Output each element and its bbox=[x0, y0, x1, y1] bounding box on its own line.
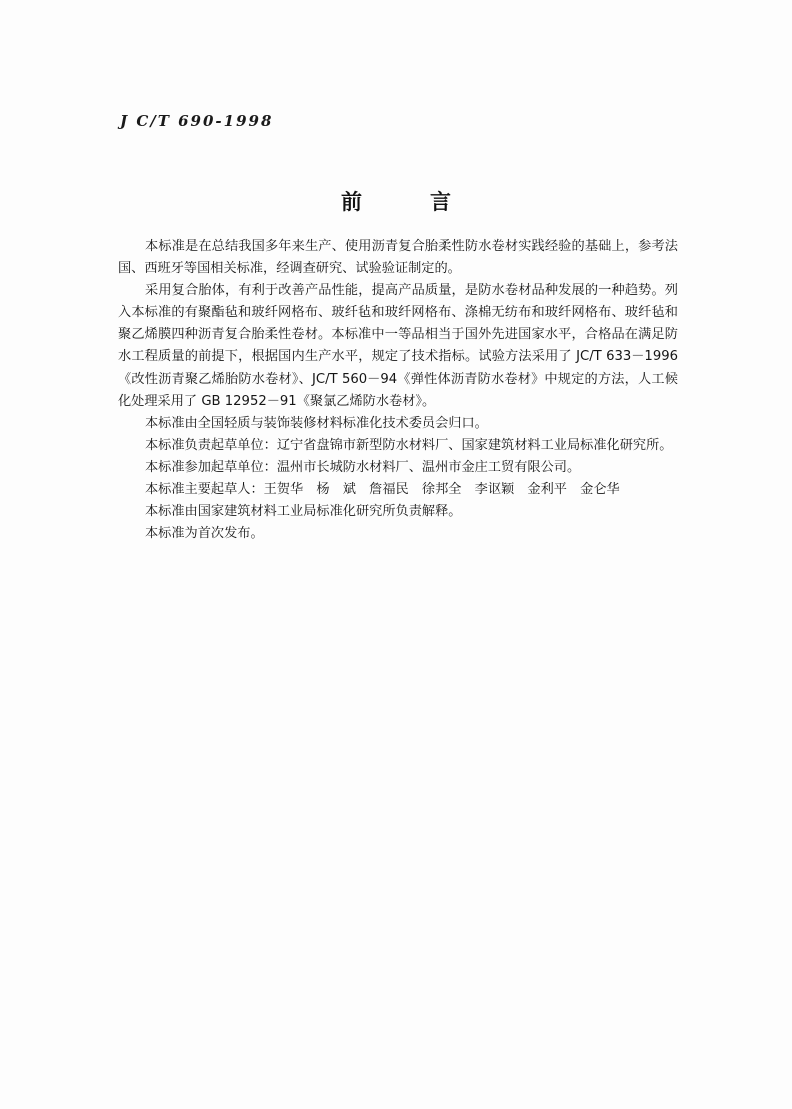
paragraph-first-release: 本标准为首次发布。 bbox=[145, 526, 264, 542]
foreword-body bbox=[118, 236, 678, 545]
standard-code: J C/T 690-1998 bbox=[120, 112, 274, 130]
page-title: 前言 bbox=[341, 190, 519, 214]
paragraph-scope: 采用复合胎体，有利于改善产品性能，提高产品质量，是防水卷材品种发展的一种趋势。列入本标准的有聚酯毡和玻纤网格布、玻纤毡和玻纤网格布、涤棉无纺布和玻纤网格布、玻纤毡和聚乙烯膜四种沥青复合胎柔性卷材。本标准中一等品相当于国外先进国家水平，合格品在满足防水工程质量的前提下，根据国内生产水平，规定了技术指标。试验方法采用了 JC/T 633－1996《改性沥青聚乙烯胎防水卷材》、JC/T 560－94《弹性体沥青防水卷材》中规定的方法，人工候化处理采用了 GB 12952－91《聚氯乙烯防水卷材》。 bbox=[118, 283, 678, 409]
paragraph-basis: 本标准是在总结我国多年来生产、使用沥青复合胎柔性防水卷材实践经验的基础上，参考法国、西班牙等国相关标准，经调查研究、试验验证制定的。 bbox=[118, 239, 678, 277]
paragraph-interpretation: 本标准由国家建筑材料工业局标准化研究所负责解释。 bbox=[145, 504, 462, 520]
paragraph-co-drafters: 本标准参加起草单位：温州市长城防水材料厂、温州市金庄工贸有限公司。 bbox=[145, 459, 581, 475]
paragraph-committee: 本标准由全国轻质与装饰装修材料标准化技术委员会归口。 bbox=[145, 415, 488, 431]
paragraph-lead-drafter: 本标准负责起草单位：辽宁省盘锦市新型防水材料厂、国家建筑材料工业局标准化研究所。 bbox=[145, 437, 673, 453]
paragraph-authors: 本标准主要起草人：王贺华 杨 斌 詹福民 徐邦全 李讴颖 金利平 金仑华 bbox=[145, 482, 620, 498]
